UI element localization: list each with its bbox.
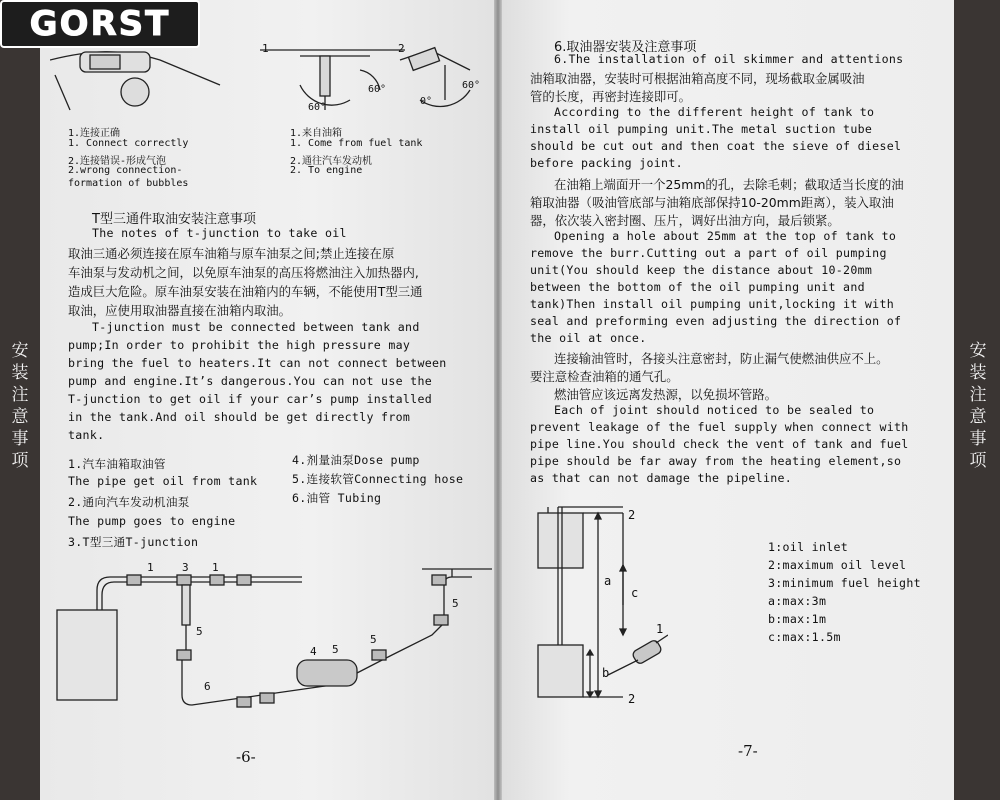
right-para1-cn-2: 管的长度，再密封连接即可。 <box>530 89 692 104</box>
right-para3-en-1: Each of joint should noticed to be sealed to <box>554 403 875 417</box>
fuel-line-diagram <box>52 555 492 740</box>
right-para2-en-1: Opening a hole about 25mm at the top of tank to <box>554 229 897 243</box>
fig-number-2: 2 <box>398 42 405 55</box>
right-heading-en: 6.The installation of oil skimmer and attentions <box>554 52 904 66</box>
oil-skimmer-diagram <box>528 505 668 715</box>
right-para2-en-2: remove the burr.Cutting out a part of oil pumping <box>530 246 887 260</box>
right-legend-2: 2:maximum oil level <box>768 558 907 572</box>
legend-left-3: 2.通向汽车发动机油泵 <box>68 495 190 509</box>
dgm-num-1: 1 <box>147 561 154 574</box>
dgm-num-4: 4 <box>310 645 317 658</box>
right-para3-cn-2: 要注意检查油箱的通气孔。 <box>530 369 679 384</box>
right-legend-6: c:max:1.5m <box>768 630 841 644</box>
dgm-num-1b: 1 <box>212 561 219 574</box>
fig-left-label-2: 1. Connect correctly <box>68 138 189 149</box>
left-para-cn-2: 车油泵与发动机之间，以免原车油泵的高压将燃油注入加热器内, <box>68 265 419 280</box>
fig-right-label-3: 2.通往汽车发动机 <box>290 156 373 167</box>
left-heading-cn: T型三通件取油安装注意事项 <box>92 212 256 227</box>
legend-right-2: 5.连接软管Connecting hose <box>292 472 464 486</box>
legend-right-3: 6.油管 Tubing <box>292 491 382 505</box>
dgm-num-6: 6 <box>204 680 211 693</box>
left-para-en-2: pump;In order to prohibit the high pressure may <box>68 338 411 352</box>
right-para1-cn-1: 油箱取油器，安装时可根据油箱高度不同，现场截取金属吸油 <box>530 71 865 86</box>
dgm-letter-c: c <box>631 586 639 600</box>
fig-number-1: 1 <box>262 42 269 55</box>
right-para1-en-4: before packing joint. <box>530 156 683 170</box>
right-legend-4: a:max:3m <box>768 594 827 608</box>
right-para3-en-4: pipe should be far away from the heating element,so <box>530 454 902 468</box>
dgm-num-2-bottom: 2 <box>628 692 636 706</box>
right-para2-cn-1: 在油箱上端面开一个25mm的孔，去除毛刺；截取适当长度的油 <box>554 177 904 192</box>
left-para-en-6: in the tank.And oil should be get directly from <box>68 410 411 424</box>
legend-left-1: 1.汽车油箱取油管 <box>68 457 166 471</box>
dgm-num-2-top: 2 <box>628 508 636 522</box>
right-para1-en-1: According to the different height of tank to <box>554 105 875 119</box>
right-para1-en-3: should be cut out and then coat the sieve of diesel <box>530 139 902 153</box>
fig-left-label-5: formation of bubbles <box>68 178 189 189</box>
dgm-num-1-inlet: 1 <box>656 622 664 636</box>
legend-left-5: 3.T型三通T-junction <box>68 535 199 549</box>
book-gutter <box>494 0 502 800</box>
dgm-num-5d: 5 <box>332 643 339 656</box>
right-para2-en-5: tank)Then install oil pumping unit,locking it with <box>530 297 895 311</box>
right-para3-en-5: as that can not damage the pipeline. <box>530 471 793 485</box>
left-side-label: 安 装 注 意 事 项 <box>11 341 29 471</box>
right-para3-cn-3: 燃油管应该远离发热源，以免损坏管路。 <box>554 387 778 402</box>
left-para-en-3: bring the fuel to heaters.It can not connect between <box>68 356 447 370</box>
left-para-cn-4: 取油，应使用取油器直接在油箱内取油。 <box>68 303 292 318</box>
fig-angle-2: 60° <box>368 84 387 95</box>
right-para2-en-7: the oil at once. <box>530 331 647 345</box>
right-legend-5: b:max:1m <box>768 612 827 626</box>
right-para2-en-4: between the bottom of the oil pumping unit and <box>530 280 865 294</box>
legend-right-1: 4.剂量油泵Dose pump <box>292 453 420 467</box>
right-heading-cn: 6.取油器安装及注意事项 <box>554 40 697 55</box>
left-page-number: -6- <box>236 748 256 766</box>
left-para-en-4: pump and engine.It’s dangerous.You can not use the <box>68 374 433 388</box>
fig-angle-3: 0° <box>420 96 433 107</box>
right-para2-cn-3: 器，依次装入密封圈、压片，调好出油方向，最后锁紧。 <box>530 213 840 228</box>
fig-right-label-4: 2. To engine <box>290 165 363 176</box>
dgm-letter-b: b <box>602 666 610 680</box>
fig-angle-1: 60° <box>308 102 327 113</box>
dgm-letter-a: a <box>604 574 612 588</box>
fig-angle-4: 60° <box>462 80 481 91</box>
right-para3-en-3: pipe line.You should check the vent of tank and fuel <box>530 437 909 451</box>
dgm-num-5c: 5 <box>370 633 377 646</box>
legend-left-4: The pump goes to engine <box>68 514 236 528</box>
left-para-cn-1: 取油三通必须连接在原车油箱与原车油泵之间;禁止连接在原 <box>68 246 395 261</box>
right-para2-en-6: seal and preforming even adjusting the direction of <box>530 314 902 328</box>
fig-left-label-4: 2.wrong connection- <box>68 165 183 176</box>
right-legend-1: 1:oil inlet <box>768 540 849 554</box>
fig-left-label-1: 1.连接正确 <box>68 128 121 139</box>
dgm-num-5a: 5 <box>196 625 203 638</box>
left-para-en-7: tank. <box>68 428 105 442</box>
dgm-num-5b: 5 <box>452 597 459 610</box>
legend-left-2: The pipe get oil from tank <box>68 474 258 488</box>
right-legend-3: 3:minimum fuel height <box>768 576 921 590</box>
fig-right-label-1: 1.来自油箱 <box>290 128 343 139</box>
t-junction-figure <box>50 30 490 115</box>
right-para2-cn-2: 箱取油器（吸油管底部与油箱底部保持10-20mm距离），装入取油 <box>530 195 894 210</box>
fig-left-label-3: 2.连接错误-形成气泡 <box>68 156 167 167</box>
right-para1-en-2: install oil pumping unit.The metal suction tube <box>530 122 873 136</box>
right-side-label: 安 装 注 意 事 项 <box>969 341 987 471</box>
left-heading-en: The notes of t-junction to take oil <box>92 226 347 240</box>
logo-text: GORST <box>29 4 171 44</box>
fig-right-label-2: 1. Come from fuel tank <box>290 138 423 149</box>
left-para-en-1: T-junction must be connected between tank and <box>92 320 420 334</box>
right-para3-cn-1: 连接输油管时，各接头注意密封，防止漏气使燃油供应不上。 <box>554 351 889 366</box>
left-para-cn-3: 造成巨大危险。原车油泵安装在油箱内的车辆，不能使用T型三通 <box>68 284 423 299</box>
dgm-num-3: 3 <box>182 561 189 574</box>
right-para3-en-2: prevent leakage of the fuel supply when connect with <box>530 420 909 434</box>
left-para-en-5: T-junction to get oil if your car’s pump installed <box>68 392 433 406</box>
right-page-number: -7- <box>738 742 758 760</box>
right-para2-en-3: unit(You should keep the distance about 10-20mm <box>530 263 873 277</box>
